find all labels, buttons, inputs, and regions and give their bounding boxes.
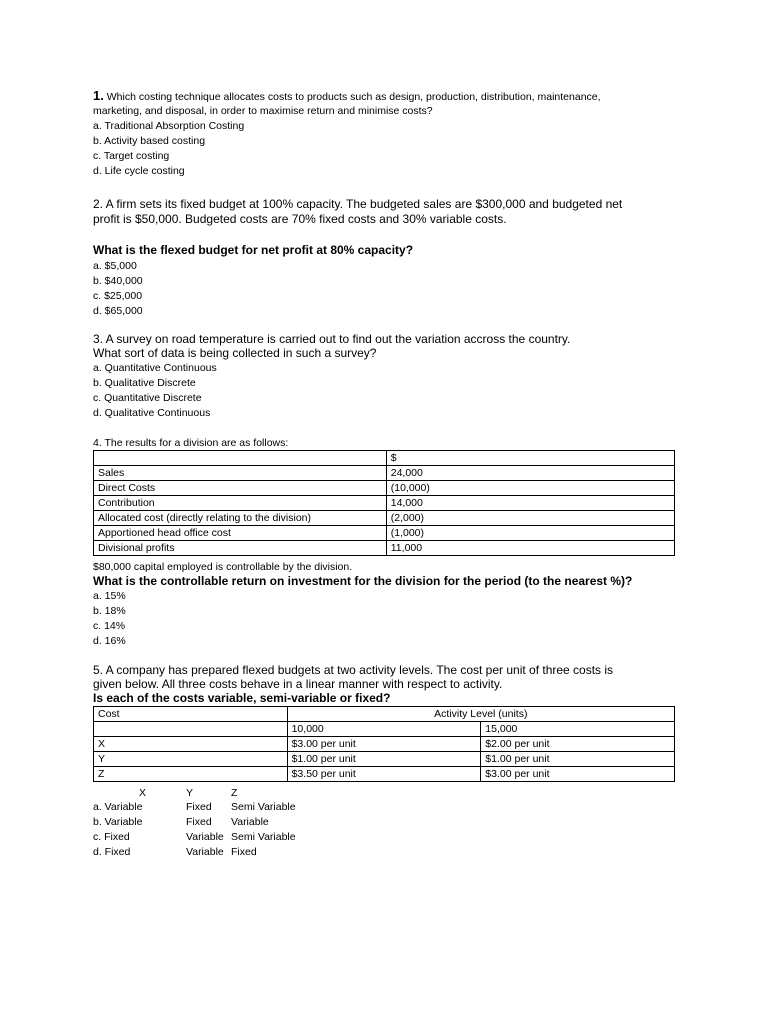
table-cell: $1.00 per unit [287,752,481,767]
table-cell [94,722,288,737]
table-header-cell: 10,000 [287,722,481,737]
q2-line2: profit is $50,000. Budgeted costs are 70% fixed costs and 30% variable costs. [93,212,507,226]
q3-line1: 3. A survey on road temperature is carried out to find out the variation accross the country. [93,332,571,346]
q3-option-c: c. Quantitative Discrete [93,392,202,404]
table-row [94,511,675,526]
q1-text-line1: Which costing technique allocates costs to products such as design, production, distribution, maintenance, [106,91,601,103]
q5-option-b-z: Variable [231,816,269,828]
table-cell: $2.00 per unit [481,737,675,752]
q5-question: Is each of the costs variable, semi-variable or fixed? [93,691,391,705]
table-cell: $3.00 per unit [287,737,481,752]
table-header-cell: Activity Level (units) [287,707,674,722]
q4-results-table [93,450,675,556]
table-cell: (2,000) [386,511,674,526]
q5-option-b-x: b. Variable [93,816,143,828]
table-cell: Sales [94,466,387,481]
table-cell: Y [94,752,288,767]
q5-option-c-x: c. Fixed [93,831,130,843]
table-cell: 11,000 [386,541,674,556]
table-row [94,722,675,737]
q4-intro: 4. The results for a division are as follows: [93,437,289,449]
table-cell: 24,000 [386,466,674,481]
table-cell: Allocated cost (directly relating to the division) [94,511,387,526]
table-row [94,466,675,481]
q1-number: 1. [93,88,104,103]
q3-line2: What sort of data is being collected in such a survey? [93,346,377,360]
table-cell: $3.00 per unit [481,767,675,782]
q2-line1: 2. A firm sets its fixed budget at 100% capacity. The budgeted sales are $300,000 and budgeted net [93,197,623,211]
table-row [94,496,675,511]
table-cell: Contribution [94,496,387,511]
table-row [94,451,675,466]
q4-note: $80,000 capital employed is controllable by the division. [93,561,353,573]
q3-option-d: d. Qualitative Continuous [93,407,211,419]
q5-answer-header-y: Y [186,787,194,799]
table-cell: $3.50 per unit [287,767,481,782]
table-row [94,481,675,496]
table-cell: $1.00 per unit [481,752,675,767]
table-cell: Z [94,767,288,782]
table-cell: (1,000) [386,526,674,541]
q2-option-a: a. $5,000 [93,260,137,272]
q2-option-c: c. $25,000 [93,290,143,302]
q5-cost-table [93,706,675,782]
q1-line1 [93,89,601,104]
q5-option-d-z: Fixed [231,846,257,858]
q5-answer-header-x: X [139,787,147,799]
q4-option-d: d. 16% [93,635,126,647]
q2-option-d: d. $65,000 [93,305,143,317]
table-cell: X [94,737,288,752]
table-header-cell: Cost [94,707,288,722]
q1-text-line2: marketing, and disposal, in order to maximise return and minimise costs? [93,105,433,117]
table-cell [94,451,387,466]
table-cell: 14,000 [386,496,674,511]
q5-line1: 5. A company has prepared flexed budgets at two activity levels. The cost per unit of three costs is [93,663,614,677]
q1-option-a: a. Traditional Absorption Costing [93,120,245,132]
q1-option-c: c. Target costing [93,150,170,162]
q2-question: What is the flexed budget for net profit at 80% capacity? [93,243,414,257]
q4-option-c: c. 14% [93,620,126,632]
q5-option-c-y: Variable [186,831,224,843]
q5-line2: given below. All three costs behave in a linear manner with respect to activity. [93,677,503,691]
table-cell: Apportioned head office cost [94,526,387,541]
q1-option-d: d. Life cycle costing [93,165,185,177]
q5-option-d-x: d. Fixed [93,846,131,858]
q5-option-a-x: a. Variable [93,801,143,813]
table-row [94,752,675,767]
table-cell: (10,000) [386,481,674,496]
table-header-cell: $ [386,451,674,466]
q4-option-a: a. 15% [93,590,126,602]
table-row [94,737,675,752]
q1-option-b: b. Activity based costing [93,135,206,147]
q3-option-b: b. Qualitative Discrete [93,377,196,389]
q5-option-b-y: Fixed [186,816,212,828]
q5-option-a-y: Fixed [186,801,212,813]
q3-option-a: a. Quantitative Continuous [93,362,217,374]
q5-option-d-y: Variable [186,846,224,858]
table-cell: Divisional profits [94,541,387,556]
table-row [94,767,675,782]
table-cell: Direct Costs [94,481,387,496]
q4-option-b: b. 18% [93,605,126,617]
table-row [94,541,675,556]
q2-option-b: b. $40,000 [93,275,143,287]
q4-question: What is the controllable return on investment for the division for the period (to the nearest %)? [93,574,633,588]
table-header-cell: 15,000 [481,722,675,737]
q5-answer-header-z: Z [231,787,238,799]
q5-option-a-z: Semi Variable [231,801,296,813]
table-row [94,707,675,722]
table-row [94,526,675,541]
q5-option-c-z: Semi Variable [231,831,296,843]
